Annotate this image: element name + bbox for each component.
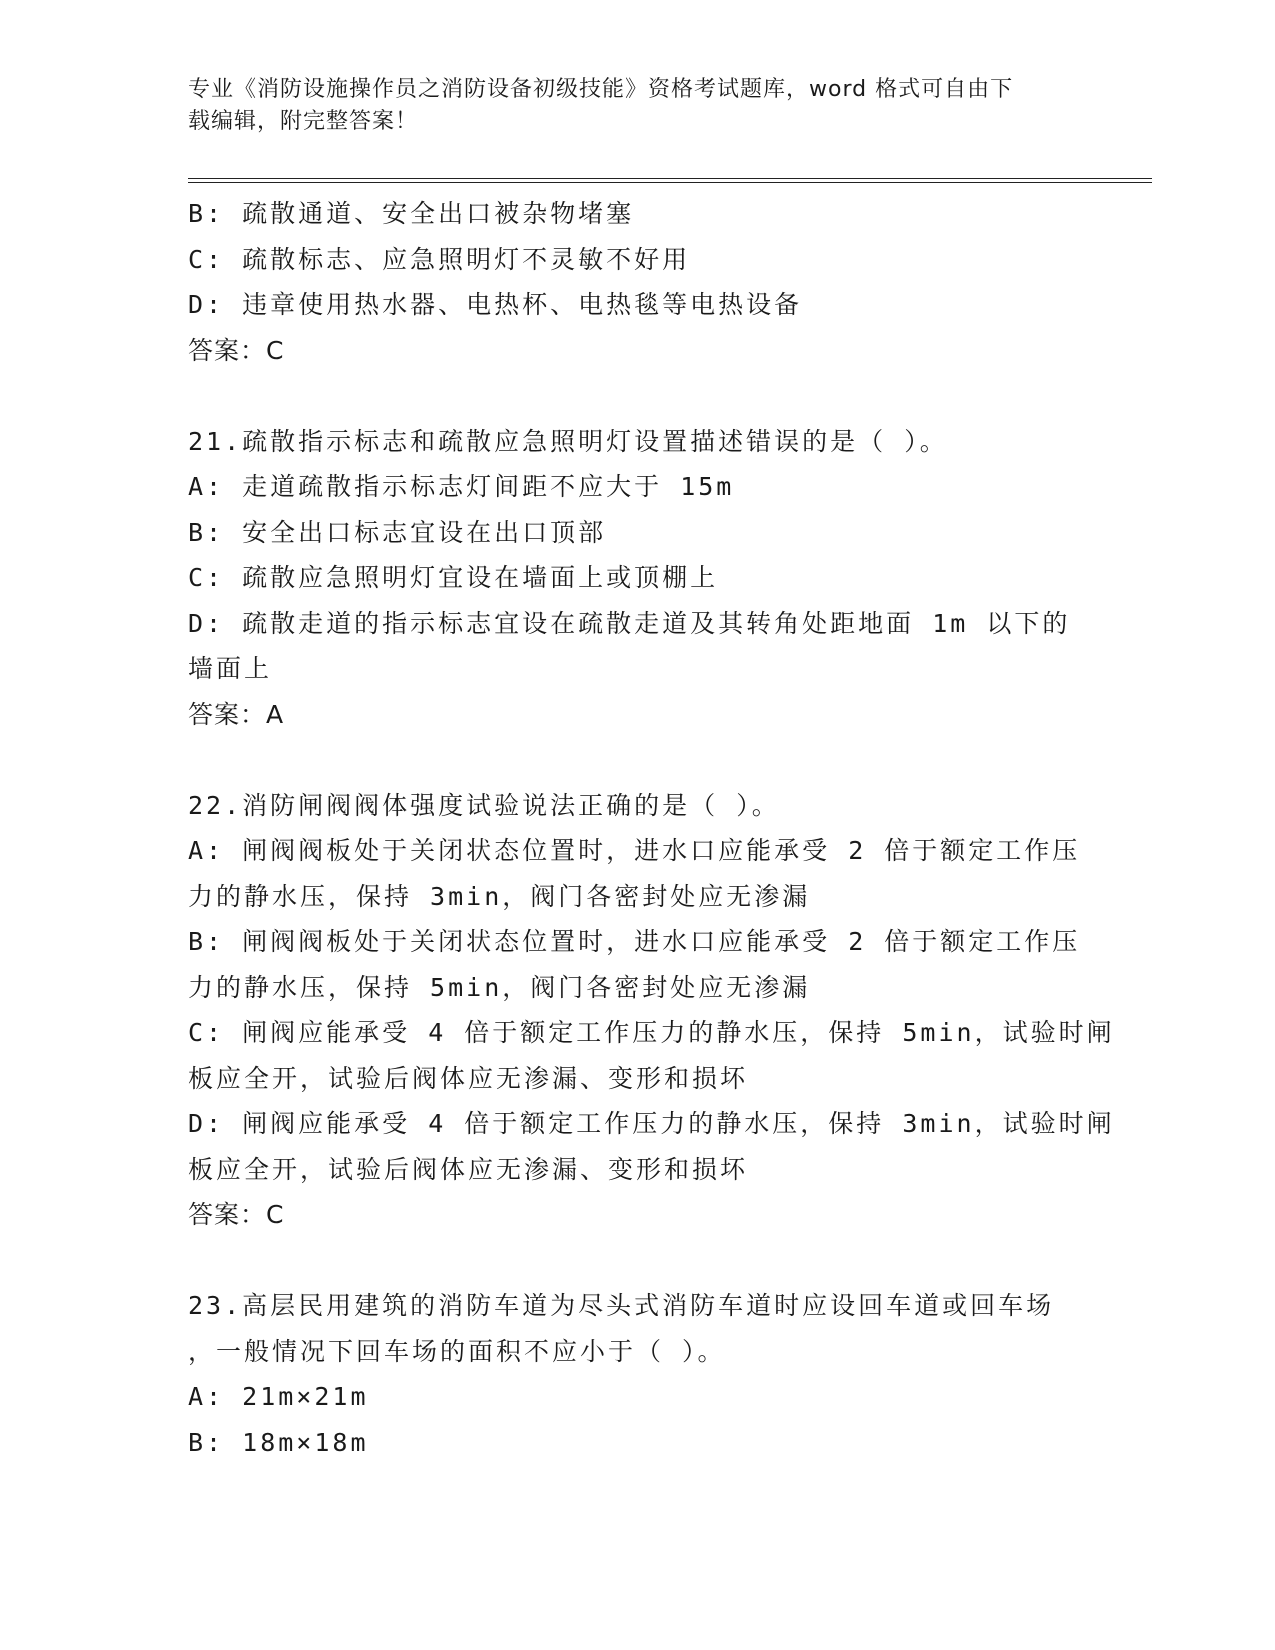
header-line-1: 专业《消防设施操作员之消防设备初级技能》资格考试题库，word 格式可自由下	[188, 77, 1014, 102]
option-b: B: 疏散通道、安全出口被杂物堵塞	[188, 199, 635, 228]
page-header	[188, 74, 1068, 138]
question-20-block	[188, 191, 1088, 373]
option-b-continued: 力的静水压，保持 5min，阀门各密封处应无渗漏	[188, 972, 811, 1002]
option-b: B: 18m×18m	[188, 1427, 369, 1457]
question-content	[188, 191, 1115, 1465]
question-stem-continued: ，一般情况下回车场的面积不应小于（ ）。	[188, 1336, 726, 1366]
answer: 答案：C	[188, 1200, 285, 1229]
spacer	[188, 373, 1088, 419]
answer: 答案：A	[188, 699, 285, 729]
answer: 答案：C	[188, 335, 285, 365]
option-a-continued: 力的静水压，保持 3min，阀门各密封处应无渗漏	[188, 881, 811, 911]
option-a: A: 走道疏散指示标志灯间距不应大于 15m	[188, 472, 735, 501]
option-d: D: 疏散走道的指示标志宜设在疏散走道及其转角处距地面 1m 以下的	[188, 608, 1071, 638]
option-d-continued: 板应全开，试验后阀体应无渗漏、变形和损坏	[188, 1154, 749, 1184]
header-line-2: 载编辑，附完整答案！	[188, 109, 419, 134]
option-d: D: 违章使用热水器、电热杯、电热毯等电热设备	[188, 290, 803, 319]
option-d-continued: 墙面上	[188, 654, 273, 683]
question-stem: 23.高层民用建筑的消防车道为尽头式消防车道时应设回车道或回车场	[188, 1291, 1055, 1320]
question-stem: 22.消防闸阀阀体强度试验说法正确的是（ ）。	[188, 790, 780, 820]
question-23-block	[188, 1283, 1088, 1465]
question-22-block	[188, 783, 1115, 1238]
option-d: D: 闸阀应能承受 4 倍于额定工作压力的静水压，保持 3min，试验时闸	[188, 1109, 1115, 1138]
spacer	[188, 1238, 1088, 1284]
option-c: C: 疏散标志、应急照明灯不灵敏不好用	[188, 244, 691, 274]
option-c: C: 疏散应急照明灯宜设在墙面上或顶棚上	[188, 563, 719, 592]
option-b: B: 闸阀阀板处于关闭状态位置时，进水口应能承受 2 倍于额定工作压	[188, 927, 1081, 956]
option-c-continued: 板应全开，试验后阀体应无渗漏、变形和损坏	[188, 1063, 749, 1093]
question-21-block	[188, 419, 1088, 738]
spacer	[188, 737, 1088, 783]
option-b: B: 安全出口标志宜设在出口顶部	[188, 517, 607, 547]
option-c: C: 闸阀应能承受 4 倍于额定工作压力的静水压，保持 5min，试验时闸	[188, 1018, 1115, 1047]
header-divider	[188, 178, 1152, 183]
question-stem: 21.疏散指示标志和疏散应急照明灯设置描述错误的是（ ）。	[188, 426, 948, 456]
option-a: A: 21m×21m	[188, 1382, 369, 1411]
option-a: A: 闸阀阀板处于关闭状态位置时，进水口应能承受 2 倍于额定工作压	[188, 836, 1081, 865]
